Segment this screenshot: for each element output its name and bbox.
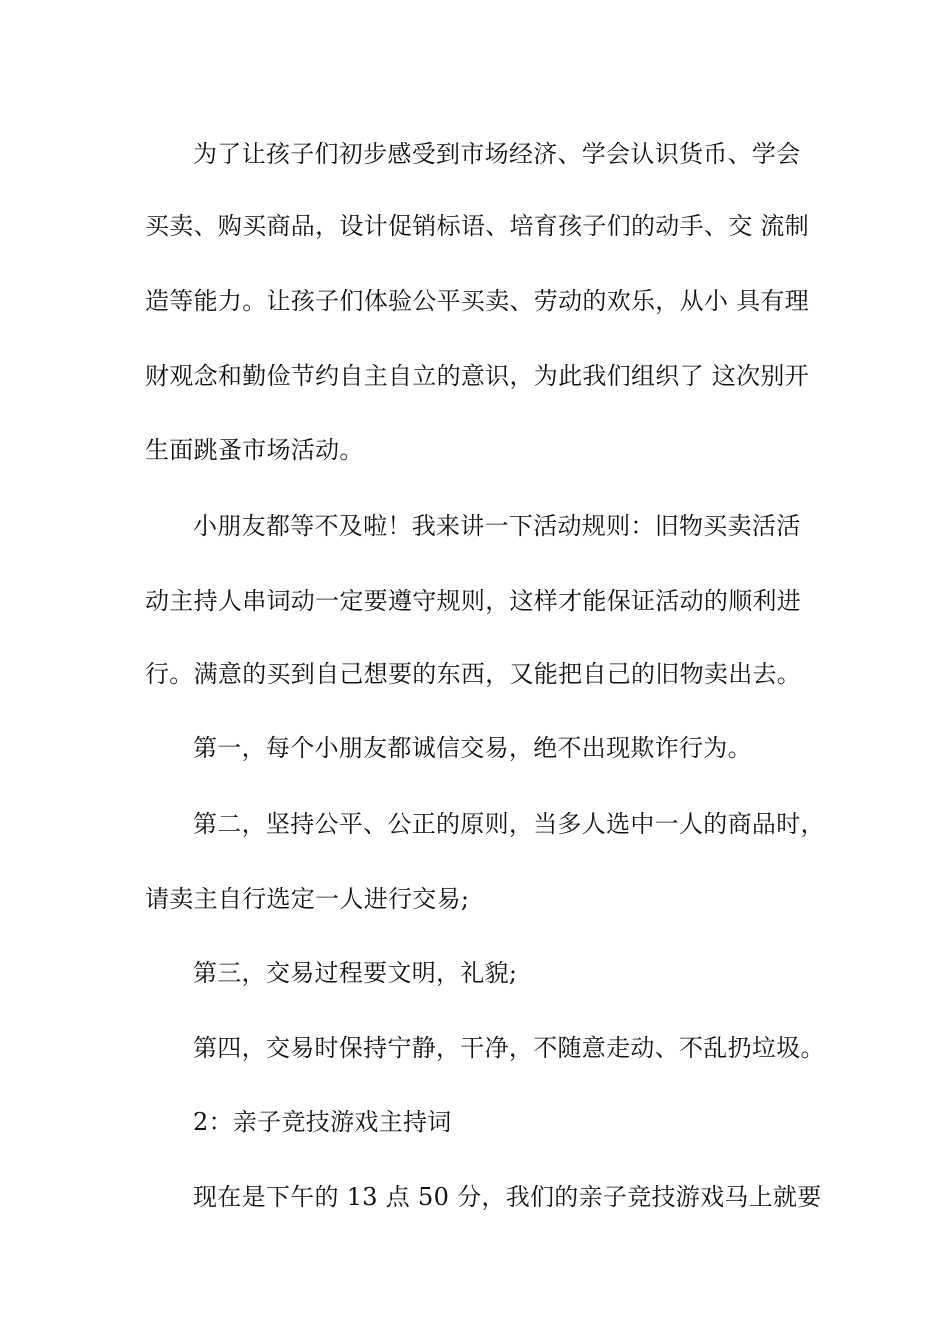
paragraph-2-line-3: 行。满意的买到自己想要的东西，又能把自己的旧物卖出去。	[145, 660, 802, 688]
paragraph-1-line-3: 造等能力。让孩子们体验公平买卖、劳动的欢乐，从小 具有理	[145, 287, 810, 315]
rule-2-line-2: 请卖主自行选定一人进行交易;	[145, 885, 470, 913]
section-heading: 2：亲子竞技游戏主持词	[193, 1108, 452, 1136]
paragraph-1-line-2: 买卖、购买商品，设计促销标语、培育孩子们的动手、交 流制	[145, 212, 810, 240]
rule-4: 第四，交易时保持宁静，干净，不随意走动、不乱扔垃圾。	[193, 1034, 825, 1062]
rule-1: 第一，每个小朋友都诚信交易，绝不出现欺诈行为。	[193, 734, 752, 762]
paragraph-1-line-1: 为了让孩子们初步感受到市场经济、学会认识货币、学会	[193, 140, 801, 168]
paragraph-1-line-4: 财观念和勤俭节约自主自立的意识，为此我们组织了 这次别开	[145, 362, 810, 390]
paragraph-2-line-1: 小朋友都等不及啦！我来讲一下活动规则：旧物买卖活活	[193, 512, 801, 540]
rule-3: 第三，交易过程要文明，礼貌;	[193, 959, 518, 987]
rule-2-line-1: 第二，坚持公平、公正的原则，当多人选中一人的商品时，	[193, 810, 825, 838]
paragraph-2-line-2: 动主持人串词动一定要遵守规则，这样才能保证活动的顺利进	[145, 587, 802, 615]
paragraph-1-line-5: 生面跳蚤市场活动。	[145, 436, 364, 464]
paragraph-3-line-1: 现在是下午的 13 点 50 分，我们的亲子竞技游戏马上就要	[193, 1183, 822, 1211]
